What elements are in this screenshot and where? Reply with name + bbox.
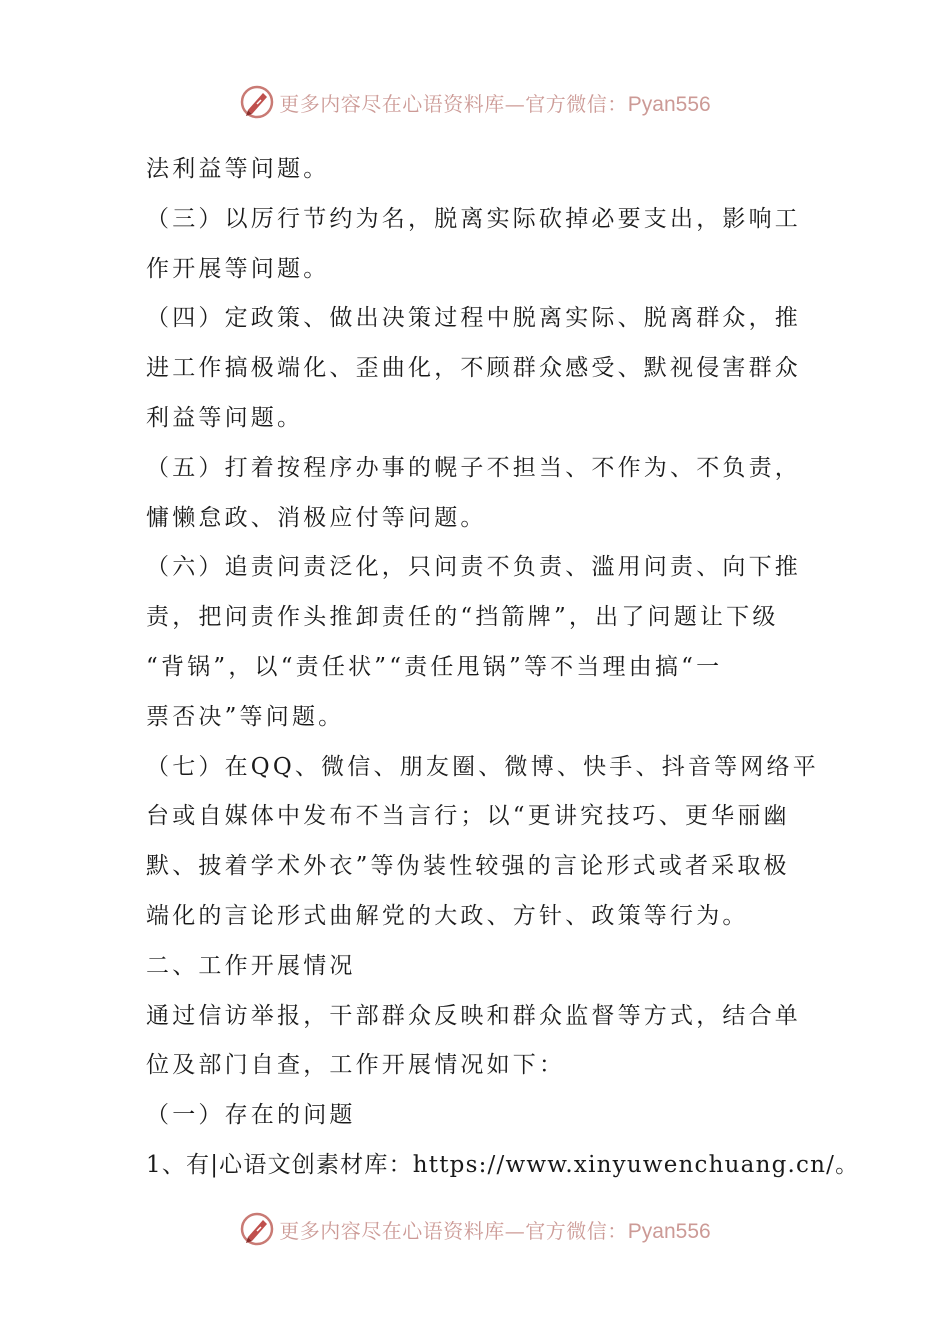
text-line: （三）以厉行节约为名，脱离实际砍掉必要支出，影响工 — [146, 205, 801, 232]
document-body — [146, 145, 860, 1191]
pen-logo-icon — [239, 1211, 275, 1247]
subsection-heading: （一）存在的问题 — [146, 1102, 356, 1129]
text-line: 慵懒怠政、消极应付等问题。 — [146, 504, 487, 531]
text-line: （五）打着按程序办事的幌子不担当、不作为、不负责， — [146, 454, 801, 481]
pen-logo-icon — [239, 84, 275, 120]
footer-watermark-banner — [0, 1209, 950, 1249]
header-watermark-banner — [0, 82, 950, 122]
text-line: 默、披着学术外衣”等伪装性较强的言论形式或者采取极 — [146, 853, 790, 880]
footer-banner-text: 更多内容尽在心语资料库—官方微信：Pyan556 — [279, 1218, 711, 1243]
text-line: （六）追责问责泛化，只问责不负责、滥用问责、向下推 — [146, 554, 801, 581]
text-line: 责，把问责作头推卸责任的“挡箭牌”，出了问题让下级 — [146, 604, 779, 631]
text-line: 位及部门自查，工作开展情况如下： — [146, 1052, 566, 1079]
text-line: （四）定政策、做出决策过程中脱离实际、脱离群众，推 — [146, 305, 801, 332]
text-line: 法利益等问题。 — [146, 156, 330, 182]
section-heading: 二、工作开展情况 — [146, 952, 356, 979]
text-line-with-link: 1、有|心语文创素材库：https://www.xinyuwenchuang.cn/。 — [146, 1151, 860, 1178]
text-line: 台或自媒体中发布不当言行；以“更讲究技巧、更华丽幽 — [146, 803, 790, 830]
text-line: （七）在QQ、微信、朋友圈、微博、快手、抖音等网络平 — [146, 753, 819, 780]
text-line: 作开展等问题。 — [146, 255, 330, 282]
header-banner-text: 更多内容尽在心语资料库—官方微信：Pyan556 — [279, 91, 711, 116]
text-line: “背锅”，以“责任状”“责任甩锅”等不当理由搞“一 — [146, 653, 723, 680]
text-line: 通过信访举报，干部群众反映和群众监督等方式，结合单 — [146, 1002, 801, 1029]
text-line: 端化的言论形式曲解党的大政、方针、政策等行为。 — [146, 902, 749, 929]
text-line: 进工作搞极端化、歪曲化，不顾群众感受、默视侵害群众 — [146, 355, 801, 382]
text-line: 票否决”等问题。 — [146, 703, 345, 730]
text-line: 利益等问题。 — [146, 404, 304, 431]
